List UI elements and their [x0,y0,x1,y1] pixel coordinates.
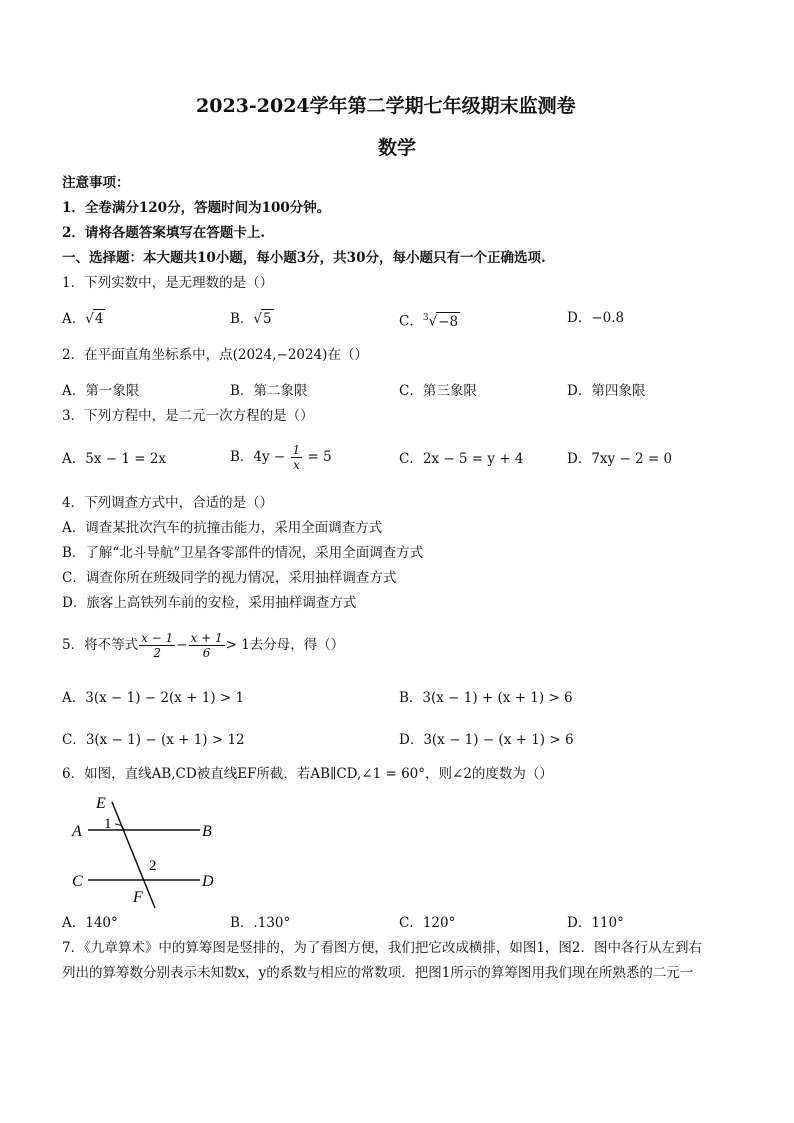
radicand: −8 [438,313,459,330]
q3-option-a: A．5x − 1 = 2x [62,451,167,467]
label-angle-2: 2 [149,858,157,874]
option-label: C． [399,313,423,330]
q6-figure [62,790,232,912]
radicand: 5 [263,311,272,327]
label-b: B [202,823,212,840]
denominator: 6 [202,646,211,660]
q5-option-a: A．3(x − 1) − 2(x + 1) > 1 [62,690,245,706]
q7-line-2: 列出的算筹数分别表示未知数x，y的系数与相应的常数项．把图1所示的算筹图用我们现在所熟悉的二元一 [62,965,694,981]
notice-item-1: 1．全卷满分120分，答题时间为100分钟。 [62,200,331,216]
q6-option-c: C．120° [399,915,456,931]
q2-option-d: D．第四象限 [567,383,646,399]
q5-stem [62,628,344,662]
label-c: C [72,873,83,890]
fraction-1 [139,631,175,660]
q3-option-b [230,440,332,474]
option-label: A． [62,311,86,327]
notice-item-2: 2．请将各题答案填写在答题卡上. [62,225,266,241]
label-angle-1: 1 [104,816,112,832]
q2-option-c: C．第三象限 [399,383,477,399]
q2-option-a: A．第一象限 [62,383,140,399]
q5-option-b: B．3(x − 1) + (x + 1) > 6 [399,690,573,706]
q5-stem-prefix: 5．将不等式 [62,637,139,653]
q1-option-c [399,309,460,331]
fraction-2 [189,631,225,660]
cube-root-icon: √ [428,313,438,330]
option-value: −0.8 [591,310,625,326]
q3-option-d: D．7xy − 2 = 0 [567,451,673,467]
q4-option-b: B．了解“北斗导航”卫星各零部件的情况，采用全面调查方式 [62,545,424,561]
numerator: x − 1 [141,631,174,645]
minus-sign: − [176,637,188,653]
q5-option-c: C．3(x − 1) − (x + 1) > 12 [62,732,245,748]
label-a: A [72,823,82,840]
option-label: B． [230,311,254,327]
q4-option-d: D．旅客上高铁列车前的安检，采用抽样调查方式 [62,595,357,611]
q1-option-a [62,309,105,328]
q5-stem-suffix: > 1去分母，得（） [225,637,345,653]
radicand: 4 [94,311,104,327]
q6-stem: 6．如图，直线AB,CD被直线EF所截，若AB∥CD,∠1 = 60°，则∠2的度数为（） [62,766,553,782]
q3-option-c: C．2x − 5 = y + 4 [399,451,524,467]
label-e: E [96,795,106,812]
q1-stem: 1．下列实数中，是无理数的是（） [62,275,274,291]
notice-heading: 注意事项： [62,175,130,191]
fraction [291,443,303,472]
subject-title: 数学 [378,137,417,159]
denominator: 2 [153,646,161,660]
b-suffix: = 5 [303,449,332,465]
b-prefix: B．4y − [230,449,290,465]
page-title: 2023-2024学年第二学期七年级期末监测卷 [196,95,576,117]
numerator: x + 1 [190,631,223,645]
q5-option-d: D．3(x − 1) − (x + 1) > 6 [399,732,574,748]
numerator: 1 [292,443,301,457]
q2-option-b: B．第二象限 [230,383,308,399]
q6-option-b: B．.130° [230,915,291,931]
q1-option-d [567,309,624,327]
sqrt-icon: √ [253,311,263,327]
label-d: D [202,873,214,890]
q3-stem: 3．下列方程中，是二元一次方程的是（） [62,408,314,424]
q1-option-b [230,309,274,328]
root-index: 3 [422,313,429,323]
option-label: D． [567,310,592,326]
section-heading: 一、选择题：本大题共10小题，每小题3分，共30分，每小题只有一个正确选项. [62,250,546,266]
q6-option-a: A．140° [62,915,118,931]
denominator: x [292,458,300,472]
q4-option-a: A．调查某批次汽车的抗撞击能力，采用全面调查方式 [62,520,383,536]
q6-option-d: D．110° [567,915,624,931]
q7-line-1: 7．《九章算术》中的算筹图是竖排的，为了看图方便，我们把它改成横排，如图1，图2．图中各行从左到右 [62,940,703,956]
q2-stem: 2．在平面直角坐标系中，点(2024,−2024)在（） [62,347,368,363]
label-f: F [133,889,143,906]
q4-option-c: C．调查你所在班级同学的视力情况，采用抽样调查方式 [62,570,397,586]
sqrt-icon: √ [85,311,94,327]
q4-stem: 4．下列调查方式中，合适的是（） [62,495,274,511]
